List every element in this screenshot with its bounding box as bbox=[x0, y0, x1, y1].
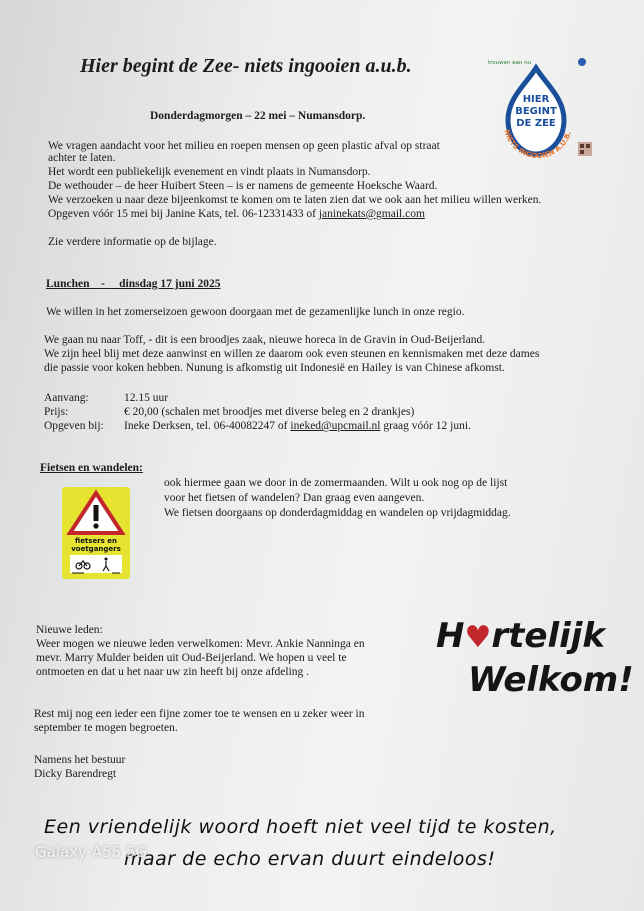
lunch-signup bbox=[124, 420, 471, 433]
janine-email-link[interactable]: janinekats@gmail.com bbox=[318, 208, 425, 220]
hier-begint-de-zee-logo bbox=[486, 54, 596, 164]
detail-value: € 20,00 (schalen met broodjes met diverse beleg en 2 drankjes) bbox=[124, 406, 415, 418]
signature-line: Namens het bestuur bbox=[34, 754, 126, 766]
partner-logo-text: trouwen ван nu bbox=[488, 60, 532, 66]
partner-icon bbox=[578, 58, 586, 66]
members-line: mevr. Marry Mulder beiden uit Oud-Beijerland. We hopen u veel te bbox=[36, 652, 347, 664]
detail-value: 12.15 uur bbox=[124, 392, 169, 404]
sign-text-2: voetgangers bbox=[71, 545, 121, 553]
event-subtitle: Donderdagmorgen – 22 mei – Numansdorp. bbox=[150, 110, 366, 122]
hartelijk-text bbox=[436, 616, 605, 656]
members-line: Weer mogen we nieuwe leden verwelkomen: Mevr. Ankie Nanninga en bbox=[36, 638, 365, 650]
logo-arc-text: NIETS INGOOIEN A.U.B. bbox=[502, 128, 573, 161]
intro-line: achter te laten. bbox=[48, 152, 116, 164]
ineke-email-link[interactable]: ineked@upcmail.nl bbox=[290, 420, 381, 432]
logo-line-1: HIER bbox=[522, 94, 550, 105]
cycling-line: ook hiermee gaan we door in de zomermaanden. Wilt u ook nog op de lijst bbox=[164, 477, 508, 489]
members-heading: Nieuwe leden: bbox=[36, 624, 103, 636]
quote-line-2: maar de echo ervan duurt eindeloos! bbox=[124, 848, 496, 870]
cycling-line: We fietsen doorgaans op donderdagmiddag en wandelen op vrijdagmiddag. bbox=[164, 507, 511, 519]
page-title: Hier begint de Zee- niets ingooien a.u.b. bbox=[80, 55, 412, 77]
lunch-signup-suffix: graag vóór 12 juni. bbox=[380, 420, 471, 432]
hartelijk-rest: rtelijk bbox=[491, 616, 606, 656]
intro-signup bbox=[48, 208, 425, 221]
detail-label: Opgeven bij: bbox=[44, 420, 104, 432]
pedestrian-icon bbox=[105, 558, 108, 561]
cyclists-pedestrians-sign bbox=[62, 487, 130, 579]
camera-watermark: Galaxy A55 5G bbox=[35, 843, 147, 861]
lunch-paragraph: We willen in het zomerseizoen gewoon doorgaan met de gezamenlijke lunch in onze regio. bbox=[46, 306, 465, 318]
logo-line-3: DE ZEE bbox=[516, 118, 556, 129]
signature-name: Dicky Barendregt bbox=[34, 768, 117, 780]
more-info-text: Zie verdere informatie op de bijlage. bbox=[48, 236, 217, 248]
intro-line: We vragen aandacht voor het milieu en roepen mensen op geen plastic afval op straat bbox=[48, 140, 440, 152]
intro-signup-text: Opgeven vóór 15 mei bij Janine Kats, tel. 06-12331433 of bbox=[48, 208, 319, 220]
heart-icon: ♥ bbox=[464, 620, 492, 655]
lunch-signup-text: Ineke Derksen, tel. 06-40082247 of bbox=[124, 420, 291, 432]
intro-line: Het wordt een publiekelijk evenement en vindt plaats in Numansdorp. bbox=[48, 166, 371, 178]
hartelijk-h: H bbox=[436, 616, 465, 656]
quote-line-1: Een vriendelijk woord hoeft niet veel tijd te kosten, bbox=[44, 816, 557, 838]
members-line: ontmoeten en dat u het naar uw zin heeft bij onze afdeling . bbox=[36, 666, 310, 678]
lunch-line: We zijn heel blij met deze aanwinst en willen ze daarom ook even steunen en kennismaken met deze dames bbox=[44, 348, 540, 360]
detail-label: Prijs: bbox=[44, 406, 69, 418]
lunch-heading: Lunchen - dinsdag 17 juni 2025 bbox=[46, 278, 221, 290]
intro-line: De wethouder – de heer Huibert Steen – is er namens de gemeente Hoeksche Waard. bbox=[48, 180, 438, 192]
welkom-text: Welkom! bbox=[468, 660, 634, 700]
closing-line: Rest mij nog een ieder een fijne zomer toe te wensen en u zeker weer in bbox=[34, 708, 365, 720]
logo-line-2: BEGINT bbox=[515, 106, 557, 117]
detail-label: Aanvang: bbox=[44, 392, 89, 404]
intro-line: We verzoeken u naar deze bijeenkomst te komen om te laten zien dat we ook aan het milieu willen werken. bbox=[48, 194, 542, 206]
cycling-heading: Fietsen en wandelen: bbox=[40, 462, 143, 474]
sign-text-1: fietsers en bbox=[75, 537, 117, 545]
bike-walk-panel bbox=[70, 555, 122, 573]
closing-line: september te mogen begroeten. bbox=[34, 722, 178, 734]
cycling-line: voor het fietsen of wandelen? Dan graag even aangeven. bbox=[164, 492, 425, 504]
lunch-line: We gaan nu naar Toff, - dit is een broodjes zaak, nieuwe horeca in de Gravin in Oud-Beijerland. bbox=[44, 334, 486, 346]
lunch-line: die passie voor koken hebben. Nunung is afkomstig uit Indonesië en Hailey is van Chinese afkomst. bbox=[44, 362, 505, 374]
